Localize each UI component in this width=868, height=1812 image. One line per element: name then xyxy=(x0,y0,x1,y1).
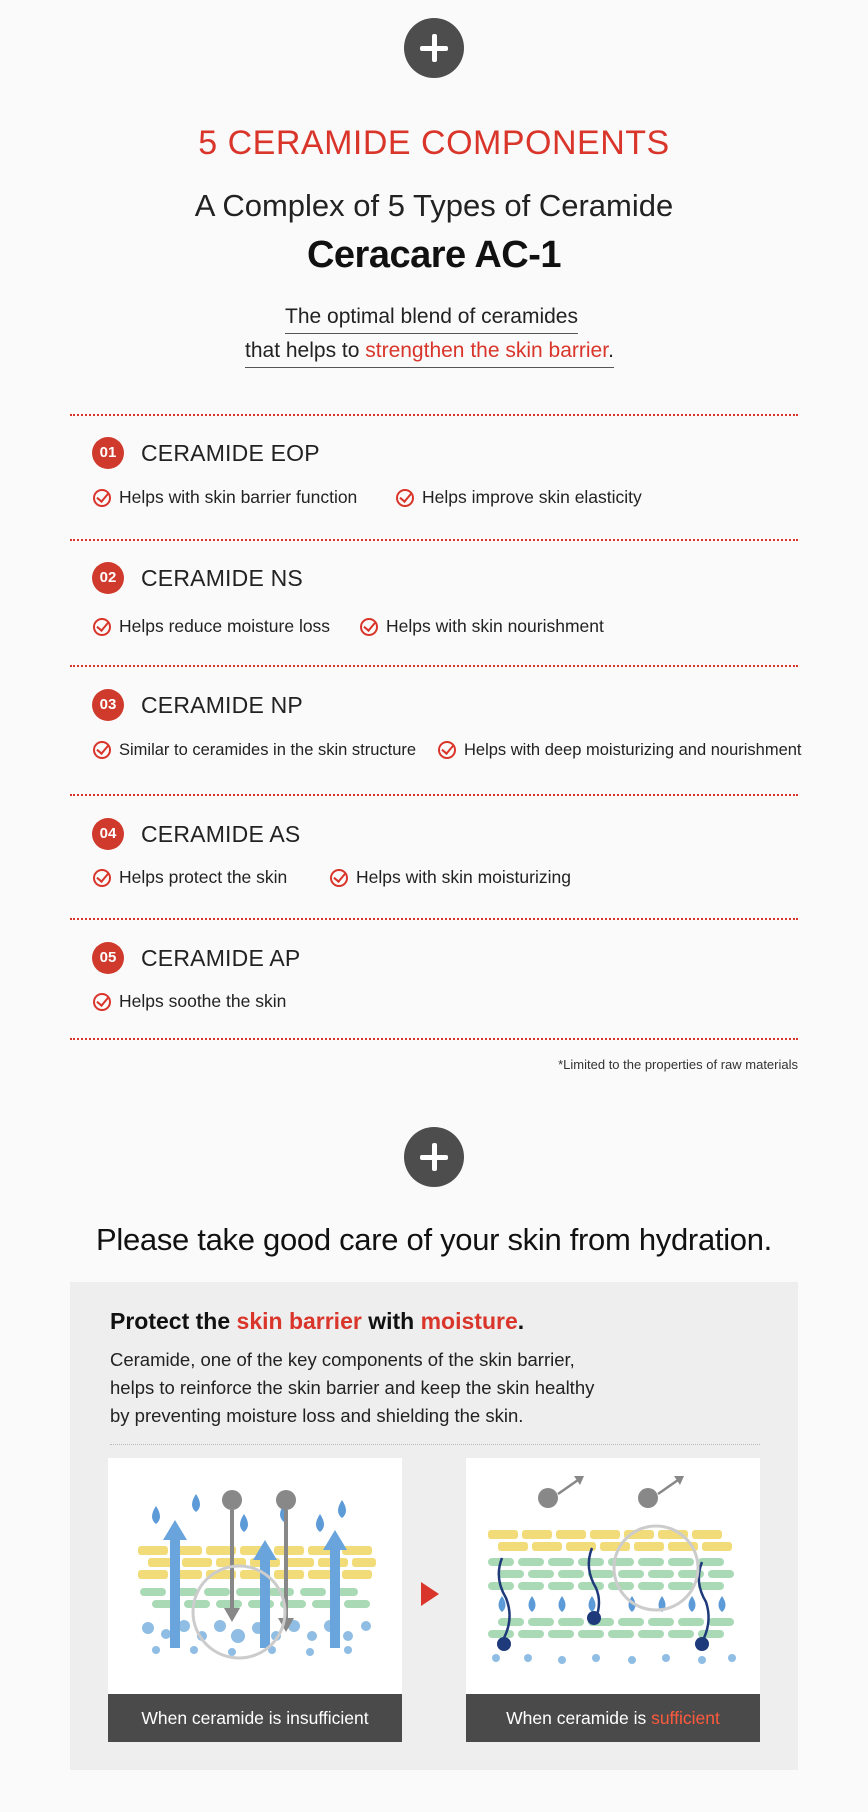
product-name: Ceracare AC-1 xyxy=(306,234,561,276)
divider xyxy=(70,1038,798,1040)
blend-line-1: The optimal blend of ceramides xyxy=(285,305,578,334)
ceramide-name: CERAMIDE EOP xyxy=(141,440,320,466)
section-subtitle: A Complex of 5 Types of Ceramide xyxy=(194,188,674,223)
caption-insufficient: When ceramide is insufficient xyxy=(108,1694,402,1742)
check-circle-icon xyxy=(396,489,414,507)
ceramide-number-badge: 02 xyxy=(92,562,124,594)
ceramide-name: CERAMIDE NP xyxy=(141,692,303,718)
divider xyxy=(70,539,798,541)
divider xyxy=(70,414,798,416)
check-circle-icon xyxy=(360,618,378,636)
ceramide-name: CERAMIDE AS xyxy=(141,821,301,847)
plus-icon xyxy=(404,1127,464,1187)
benefit-item: Helps protect the skin xyxy=(93,867,287,888)
benefit-item: Helps with deep moisturizing and nourishment xyxy=(438,741,802,760)
caption-sufficient: When ceramide is sufficient xyxy=(466,1694,760,1742)
check-circle-icon xyxy=(330,869,348,887)
info-panel xyxy=(70,1282,798,1770)
check-circle-icon xyxy=(438,741,456,759)
benefit-item: Helps with skin moisturizing xyxy=(330,867,571,888)
benefit-item: Helps soothe the skin xyxy=(93,991,286,1012)
check-circle-icon xyxy=(93,993,111,1011)
ceramide-number-badge: 04 xyxy=(92,818,124,850)
ceramide-number-badge: 05 xyxy=(92,942,124,974)
footnote: *Limited to the properties of raw materials xyxy=(558,1057,798,1072)
benefit-item: Helps with skin nourishment xyxy=(360,616,604,637)
ceramide-number-badge: 01 xyxy=(92,437,124,469)
blend-line-2: that helps to strengthen the skin barrier. xyxy=(245,339,614,368)
skin-layers-insufficient-icon xyxy=(108,1458,402,1694)
skin-layers-sufficient-icon xyxy=(466,1458,760,1694)
benefit-item: Helps improve skin elasticity xyxy=(396,487,642,508)
play-arrow-icon xyxy=(421,1582,439,1606)
benefit-item: Helps with skin barrier function xyxy=(93,487,357,508)
check-circle-icon xyxy=(93,618,111,636)
check-circle-icon xyxy=(93,489,111,507)
divider xyxy=(70,665,798,667)
blend-highlight: strengthen the skin barrier xyxy=(365,339,609,362)
plus-icon xyxy=(404,18,464,78)
panel-title: Protect the skin barrier with moisture. xyxy=(110,1308,525,1334)
check-circle-icon xyxy=(93,741,111,759)
divider xyxy=(70,794,798,796)
divider xyxy=(70,918,798,920)
panel-description: Ceramide, one of the key components of the skin barrier, helps to reinforce the skin barrier and keep the skin healthy by preventing moisture loss and shielding the skin. xyxy=(110,1349,595,1426)
hydration-title: Please take good care of your skin from hydration. xyxy=(96,1222,772,1257)
illustration-insufficient xyxy=(108,1458,402,1742)
section-title: 5 CERAMIDE COMPONENTS xyxy=(198,124,670,162)
benefit-item: Helps reduce moisture loss xyxy=(93,616,330,637)
ceramide-name: CERAMIDE AP xyxy=(141,945,301,971)
divider xyxy=(110,1444,760,1445)
ceramide-number-badge: 03 xyxy=(92,689,124,721)
ceramide-name: CERAMIDE NS xyxy=(141,565,303,591)
illustration-sufficient xyxy=(466,1458,760,1742)
check-circle-icon xyxy=(93,869,111,887)
benefit-item: Similar to ceramides in the skin structure xyxy=(93,741,416,760)
